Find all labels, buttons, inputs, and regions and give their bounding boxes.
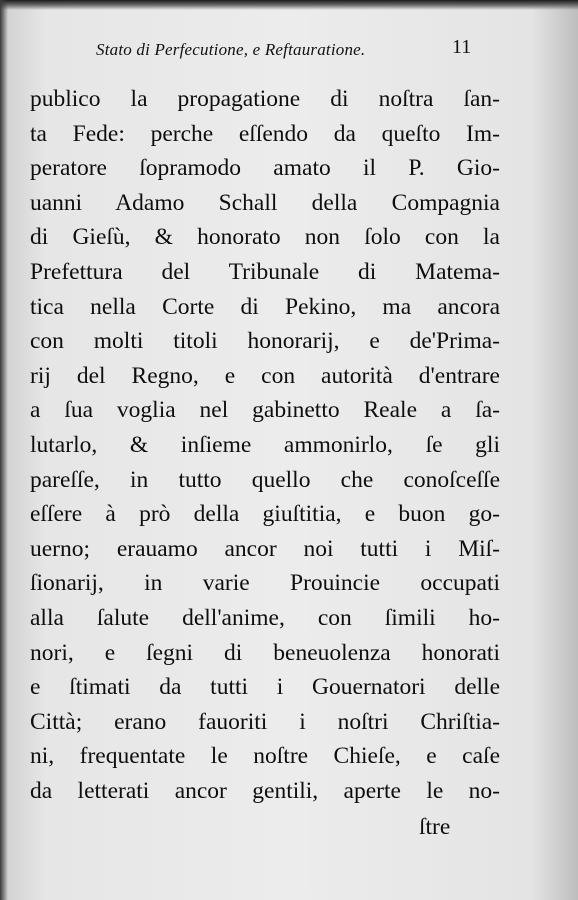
text-line: uanni Adamo Schall della Compagnia [30,189,500,216]
text-line: lutarlo, & inſieme ammonirlo, ſe gli [30,431,500,458]
text-line: peratore ſopramodo amato il P. Gio- [30,155,500,182]
text-line: Prefettura del Tribunale di Matema- [30,258,500,285]
running-head: Stato di Perfecutione, e Reftauratione. [96,40,366,59]
text-line: ta Fede: perche eſſendo da queſto Im- [30,120,500,147]
catchword: ſtre [419,814,451,840]
text-line: publico la propagatione di noſtra ſan- [30,86,500,112]
page-top-shadow [0,0,578,10]
text-line: a ſua voglia nel gabinetto Reale a ſa- [30,397,500,424]
text-line: uerno; erauamo ancor noi tutti i Miſ- [30,535,500,562]
body-text [30,82,500,808]
text-line: e ſtimati da tutti i Gouernatori delle [30,674,500,701]
text-line: ſionarij, in varie Prouincie occupati [30,570,500,597]
text-line: Città; erano fauoriti i noſtri Chriſtia- [30,708,500,735]
text-line: tica nella Corte di Pekino, ma ancora [30,293,500,320]
text-line: rij del Regno, e con autorità d'entrare [30,362,500,389]
page-number: 11 [452,36,472,58]
text-line: da letterati ancor gentili, aperte le no- [30,777,500,804]
text-line: pareſſe, in tutto quello che conoſceſſe [30,466,500,493]
text-line: eſſere à prò della giuſtitia, e buon go- [30,501,500,528]
text-line: di Gieſù, & honorato non ſolo con la [30,224,500,251]
page-gutter-shadow [0,0,8,900]
text-line: con molti titoli honorarij, e de'Prima- [30,328,500,355]
text-line: nori, e ſegni di beneuolenza honorati [30,639,500,666]
text-line: alla ſalute dell'anime, con ſimili ho- [30,604,500,631]
text-line: ni, frequentate le noſtre Chieſe, e caſe [30,743,500,770]
